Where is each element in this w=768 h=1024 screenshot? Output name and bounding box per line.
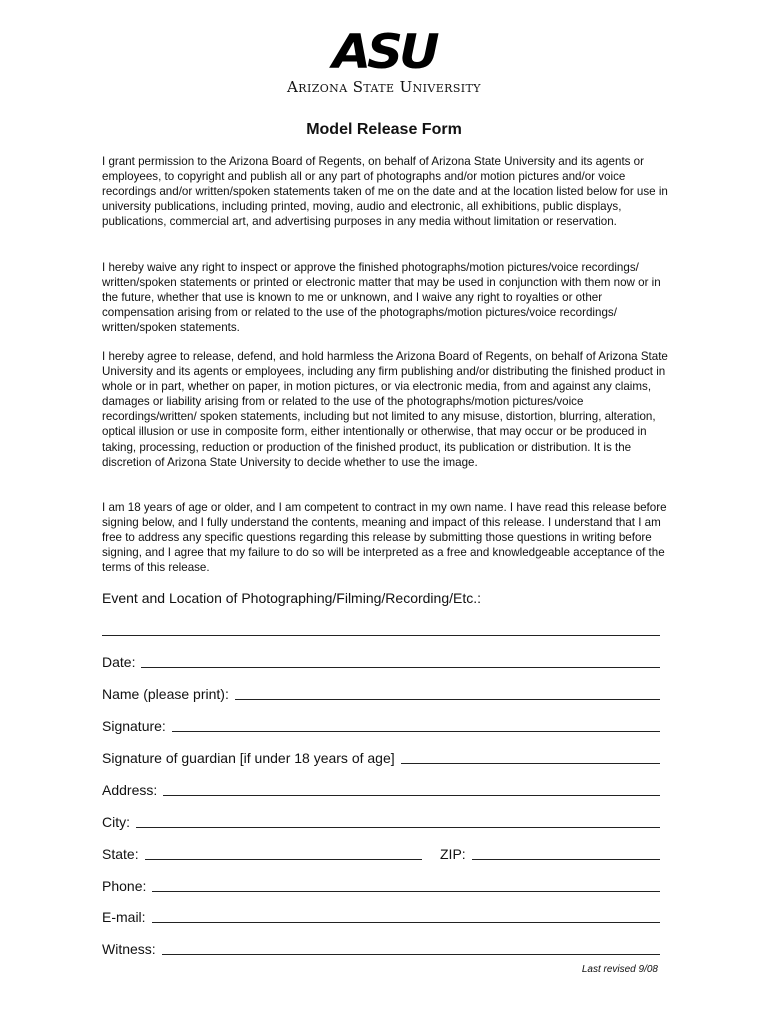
page-title: Model Release Form <box>306 121 462 138</box>
state-label: State: <box>102 846 139 862</box>
name-label: Name (please print): <box>102 686 229 702</box>
phone-label: Phone: <box>102 878 147 894</box>
asu-logo-mark: ASU <box>332 24 436 80</box>
address-field[interactable] <box>102 777 660 799</box>
name-line[interactable] <box>235 699 660 700</box>
event-location-field[interactable] <box>102 617 660 639</box>
email-label: E-mail: <box>102 909 146 925</box>
phone-line[interactable] <box>152 891 660 892</box>
date-line[interactable] <box>141 667 660 668</box>
guardian-signature-field[interactable] <box>102 745 660 767</box>
state-field[interactable] <box>102 841 422 863</box>
date-label: Date: <box>102 654 136 670</box>
last-revised-note: Last revised 9/08 <box>581 964 658 975</box>
city-field[interactable] <box>102 809 660 831</box>
witness-line[interactable] <box>162 954 660 955</box>
witness-label: Witness: <box>102 941 156 957</box>
zip-field[interactable] <box>440 841 660 863</box>
paragraph-grant: I grant permission to the Arizona Board of Regents, on behalf of Arizona State University and its agents or employees, to copyright and publish all or any part of photographs and/or motion pictures and/or voice recordings and/or written/spoken statements taken of me on the date and at the location listed below for use in university publications, including printed, moving, audio and electronic, all exhibitions, public displays, publications, commercial art, and advertising purposes in any media without limitation or reservation. <box>102 155 668 229</box>
email-line[interactable] <box>152 922 660 923</box>
witness-field[interactable] <box>102 936 660 958</box>
paragraph-age: I am 18 years of age or older, and I am competent to contract in my own name. I have read this release before signing below, and I fully understand the contents, meaning and impact of this release. I understand that I am free to address any specific questions regarding this release by submitting those questions in writing before signing, and I agree that my failure to do so will be interpreted as a free and knowledgeable acceptance of the terms of this release. <box>102 501 667 575</box>
paragraph-release: I hereby agree to release, defend, and hold harmless the Arizona Board of Regents, on behalf of Arizona State University and its agents or employees, including any firm publishing and/or distributing the finished product in whole or in part, whether on paper, in motion pictures, or via electronic media, from and against any claims, damages or liability arising from or related to the use of the photographs/motion pictures/voice recordings/written/ spoken statements, including but not limited to any misuse, distortion, blurring, alteration, optical illusion or use in composite form, either intentionally or otherwise, that may occur or be produced in taking, processing, reduction or production of the finished product, its publication or distribution. It is the discretion of Arizona State University to decide whether to use the image. <box>102 350 668 469</box>
signature-label: Signature: <box>102 718 166 734</box>
city-label: City: <box>102 814 130 830</box>
signature-field[interactable] <box>102 713 660 735</box>
state-zip-row <box>102 841 660 863</box>
guardian-signature-line[interactable] <box>401 763 660 764</box>
guardian-signature-label: Signature of guardian [if under 18 years of age] <box>102 750 395 766</box>
name-field[interactable] <box>102 681 660 703</box>
city-line[interactable] <box>136 827 660 828</box>
paragraph-waive: I hereby waive any right to inspect or approve the finished photographs/motion pictures/voice recordings/ written/spoken statements or printed or electronic matter that may be used in conjunction with them now or in the future, whether that use is known to me or unknown, and I waive any right to royalties or other compensation arising from or related to the use of the photographs/motion pictures/voice recordings/ written/spoken statements. <box>102 261 661 335</box>
signature-line[interactable] <box>172 731 660 732</box>
address-line[interactable] <box>163 795 660 796</box>
phone-field[interactable] <box>102 873 660 895</box>
university-name: Arizona State University <box>287 78 481 96</box>
asu-logo <box>0 24 768 96</box>
event-location-line[interactable] <box>102 635 660 636</box>
event-location-label: Event and Location of Photographing/Filming/Recording/Etc.: <box>102 590 482 606</box>
zip-label: ZIP: <box>440 846 466 862</box>
state-line[interactable] <box>145 859 422 860</box>
address-label: Address: <box>102 782 158 798</box>
date-field[interactable] <box>102 649 660 671</box>
email-field[interactable] <box>102 904 660 926</box>
zip-line[interactable] <box>472 859 660 860</box>
